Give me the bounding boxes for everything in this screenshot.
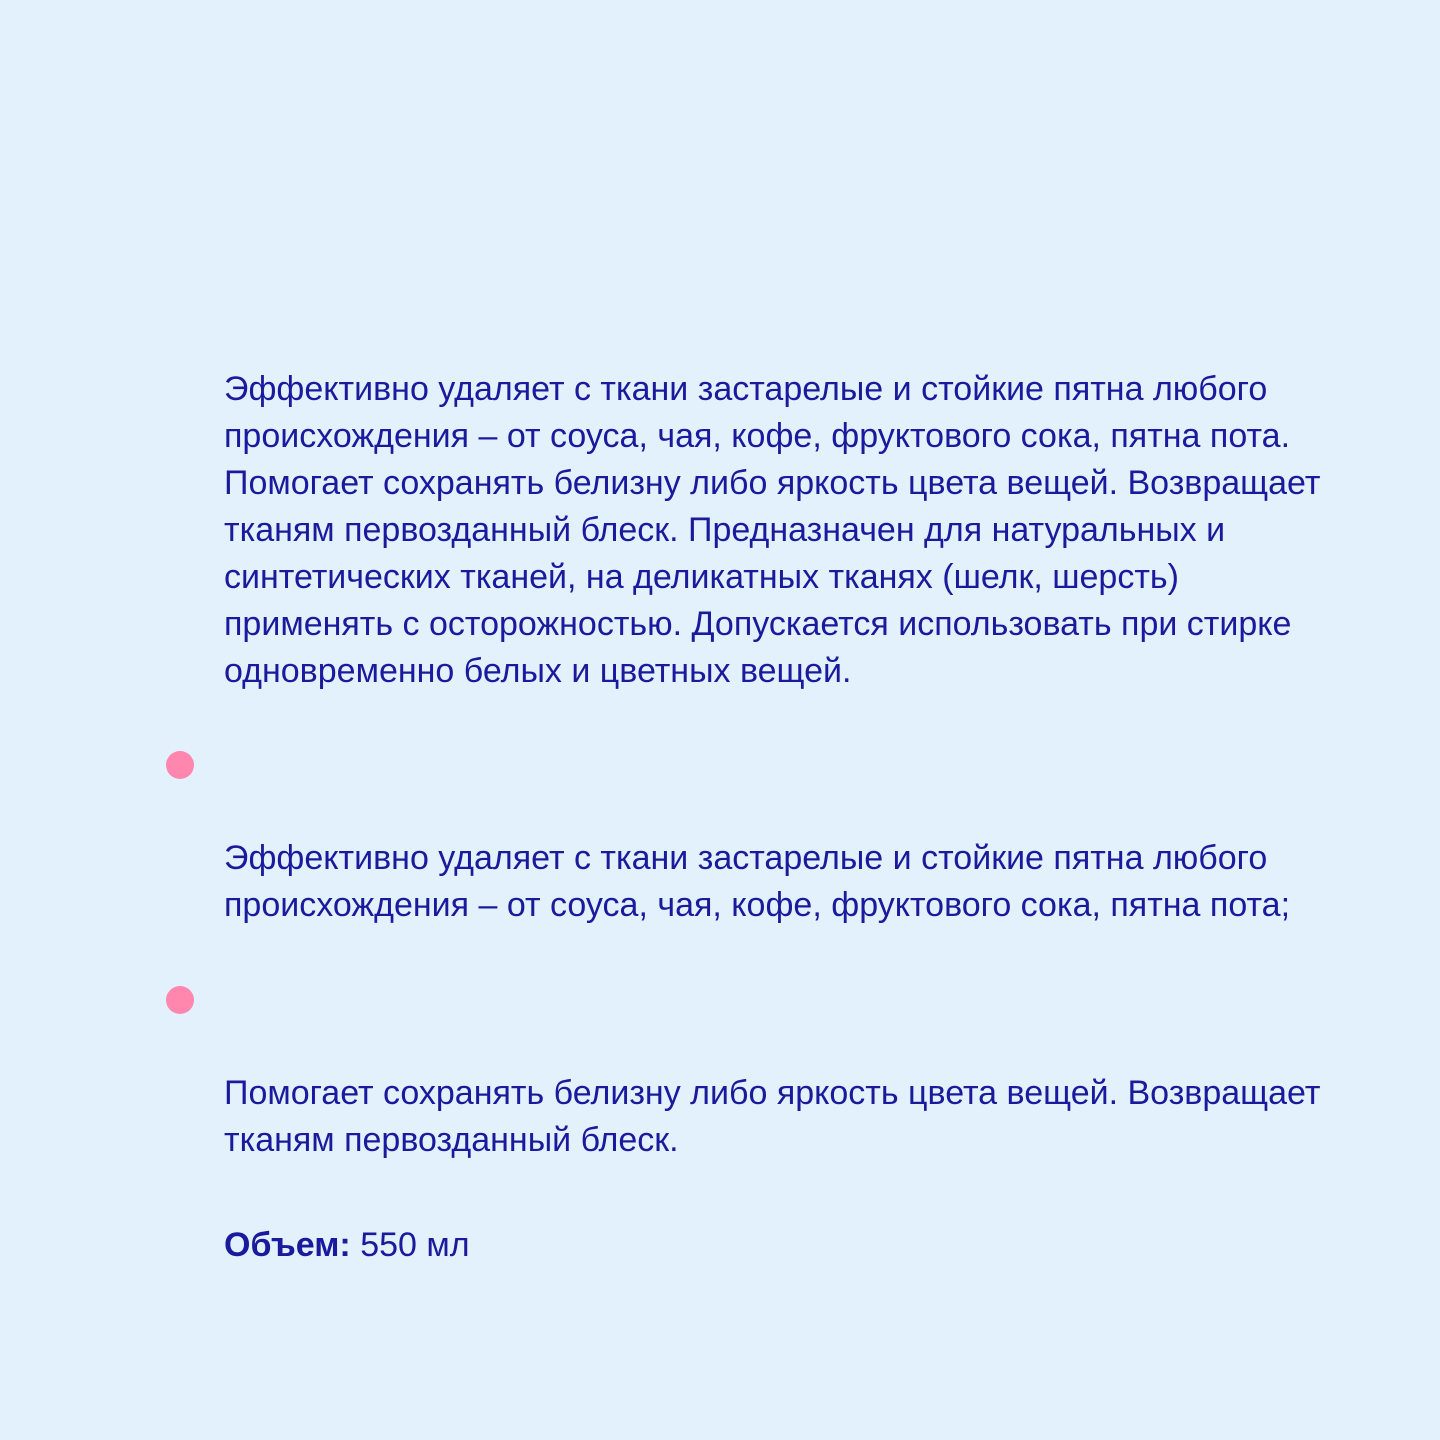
volume-info — [224, 1222, 1424, 1269]
product-description-block — [224, 366, 1424, 1269]
list-item — [224, 741, 1424, 929]
volume-label: Объем: — [224, 1226, 351, 1264]
list-item-text: Помогает сохранять белизну либо яркость цвета вещей. Возвращает тканям первозданный блеск. — [224, 1074, 1321, 1159]
product-description: Эффективно удаляет с ткани застарелые и стойкие пятна любого происхождения – от соуса, чая, кофе, фруктового сока, пятна пота. Помогает сохранять белизну либо яркость цвета вещей. Возвращает тканям первозданный блеск. Предназначен для натуральных и синтетических тканей, на деликатных тканях (шелк, шерсть) применять с осторожностью. Допускается использовать при стирке одновременно белых и цветных вещей. — [224, 370, 1321, 690]
dot-icon — [166, 751, 194, 779]
feature-list — [224, 741, 1424, 1164]
list-item-text: Эффективно удаляет с ткани застарелые и стойкие пятна любого происхождения – от соуса, чая, кофе, фруктового сока, пятна пота; — [224, 839, 1291, 924]
list-item — [224, 976, 1424, 1164]
volume-value: 550 мл — [360, 1226, 470, 1264]
dot-icon — [166, 986, 194, 1014]
